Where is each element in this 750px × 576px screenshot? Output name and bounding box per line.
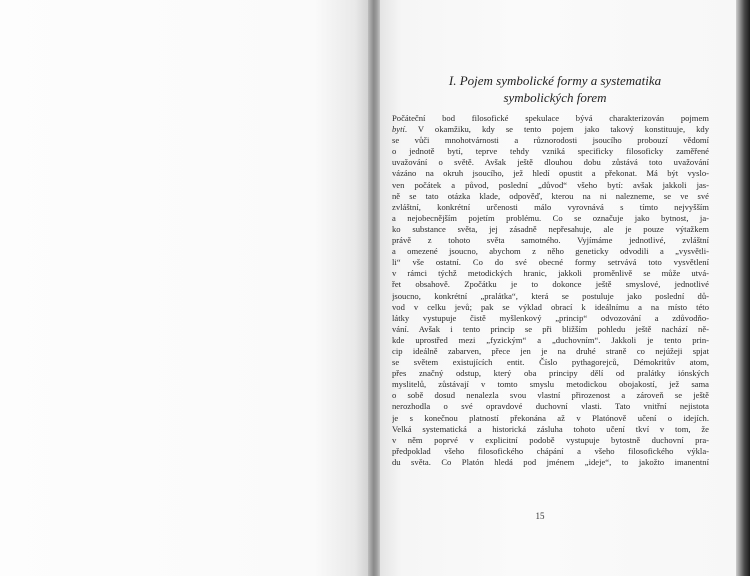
text-line: myslitelů, zůstávají v tomto smyslu metodickou obojakostí, jež sama [392,379,709,390]
text-line: v něm poprvé v explicitní podobě vystupuje bytostně duchovní pra- [392,434,709,445]
text-line: se světem existujících entit. Číslo pythagorejců, Démokritův atom, [392,357,709,368]
text-line: nerozhodla o své opravdové duchovní vlasti. Tato vnitřní nejistota [392,401,709,412]
page-number: 15 [535,511,545,521]
text-line: jsoucno, konkrétní „pralátka“, která se postuluje jako poslední dů- [392,290,709,301]
text-line: li“ vše ostatní. Co do své obecné formy setrvává toto vysvětlení [392,257,709,268]
text-line: o jednotě bytí, teprve tehdy vzniká specificky filosoficky zaměřené [392,146,709,157]
text-line: ven počátek a původ, poslední „důvod“ všeho bytí: avšak jakkoli jas- [392,179,709,190]
left-page-blank [0,0,370,576]
text-line: ko substance světa, jej zásadně nepřesahuje, ale je pouze výtažkem [392,223,709,234]
chapter-title-line-1: I. Pojem symbolické formy a systematika [448,73,662,88]
chapter-title-line-2: symbolických forem [503,90,607,105]
text-line: látky vystupuje čistě myšlenkový „princip“ odvozování a zdůvodňo- [392,312,709,323]
text-line: v rámci týchž metodických hranic, jakkoli proměnlivě se může utvá- [392,268,709,279]
text-line: o sobě dosud nenalezla svou vlastní přirozenost a zároveň se ještě [392,390,709,401]
text-line: kde uprostřed mezi „fyzickým“ a „duchovním“. Jakkoli je tento prin- [392,334,709,345]
text-line: zvláštní, konkrétní určenosti málo vyrovnává s tímto nejvyšším [392,201,709,212]
text-line: uvažování o světě. Avšak ještě dlouhou dobu zůstává toto uvažování [392,157,709,168]
text-line: Počáteční bod filosofické spekulace bývá charakterizován pojmem [392,113,709,123]
chapter-title [400,72,710,106]
text-line: vání. Avšak i tento princip se při bližším pohledu ještě nachází ně- [392,323,709,334]
body-paragraph [392,113,709,468]
text-line: je s konečnou platností překonána až v Platónově učení o idejích. [392,412,709,423]
text-line: cip ideálně zabarven, přece jen je na druhé straně co nejúžeji spjat [392,345,709,356]
text-line: bytí. V okamžiku, kdy se tento pojem jako takový konstituuje, kdy [392,124,709,135]
text-line: předpoklad všeho filosofického chápání a všeho filosofického výkla- [392,445,709,456]
text-line: a nejobecnějším pojetím problému. Co se označuje jako bytnost, ja- [392,212,709,223]
text-line: vod v celku jevů; pak se výklad obrací k ideálnímu a na místo této [392,301,709,312]
text-line: vázáno na okruh jsoucího, jež hledí opustit a překonat. Má být vyslo- [392,168,709,179]
text-line: se vůči mnohotvárnosti a různorodosti jsoucího probouzí vědomí [392,135,709,146]
page-edge-shadow [736,0,750,576]
text-line: du světa. Co Platón hledá pod jménem „ideje“, to jakožto imanentní [392,456,709,467]
text-line: ně se tato otázka klade, odpověď, kterou na ni nalezneme, se ve své [392,190,709,201]
text-line: Velká systematická a historická zásluha tohoto učení tkví v tom, že [392,423,709,434]
text-line: řet obsahově. Zpočátku je to dokonce ještě smyslové, jednotlivé [392,279,709,290]
text-line: právě z tohoto světa samotného. Vyjímáme jednotlivé, zvláštní [392,235,709,246]
text-line: a omezené jsoucno, abychom z něho geneticky odvodili a „vysvětli- [392,246,709,257]
text-line: přes značný odstup, který oba principy dělí od pralátky iónských [392,368,709,379]
